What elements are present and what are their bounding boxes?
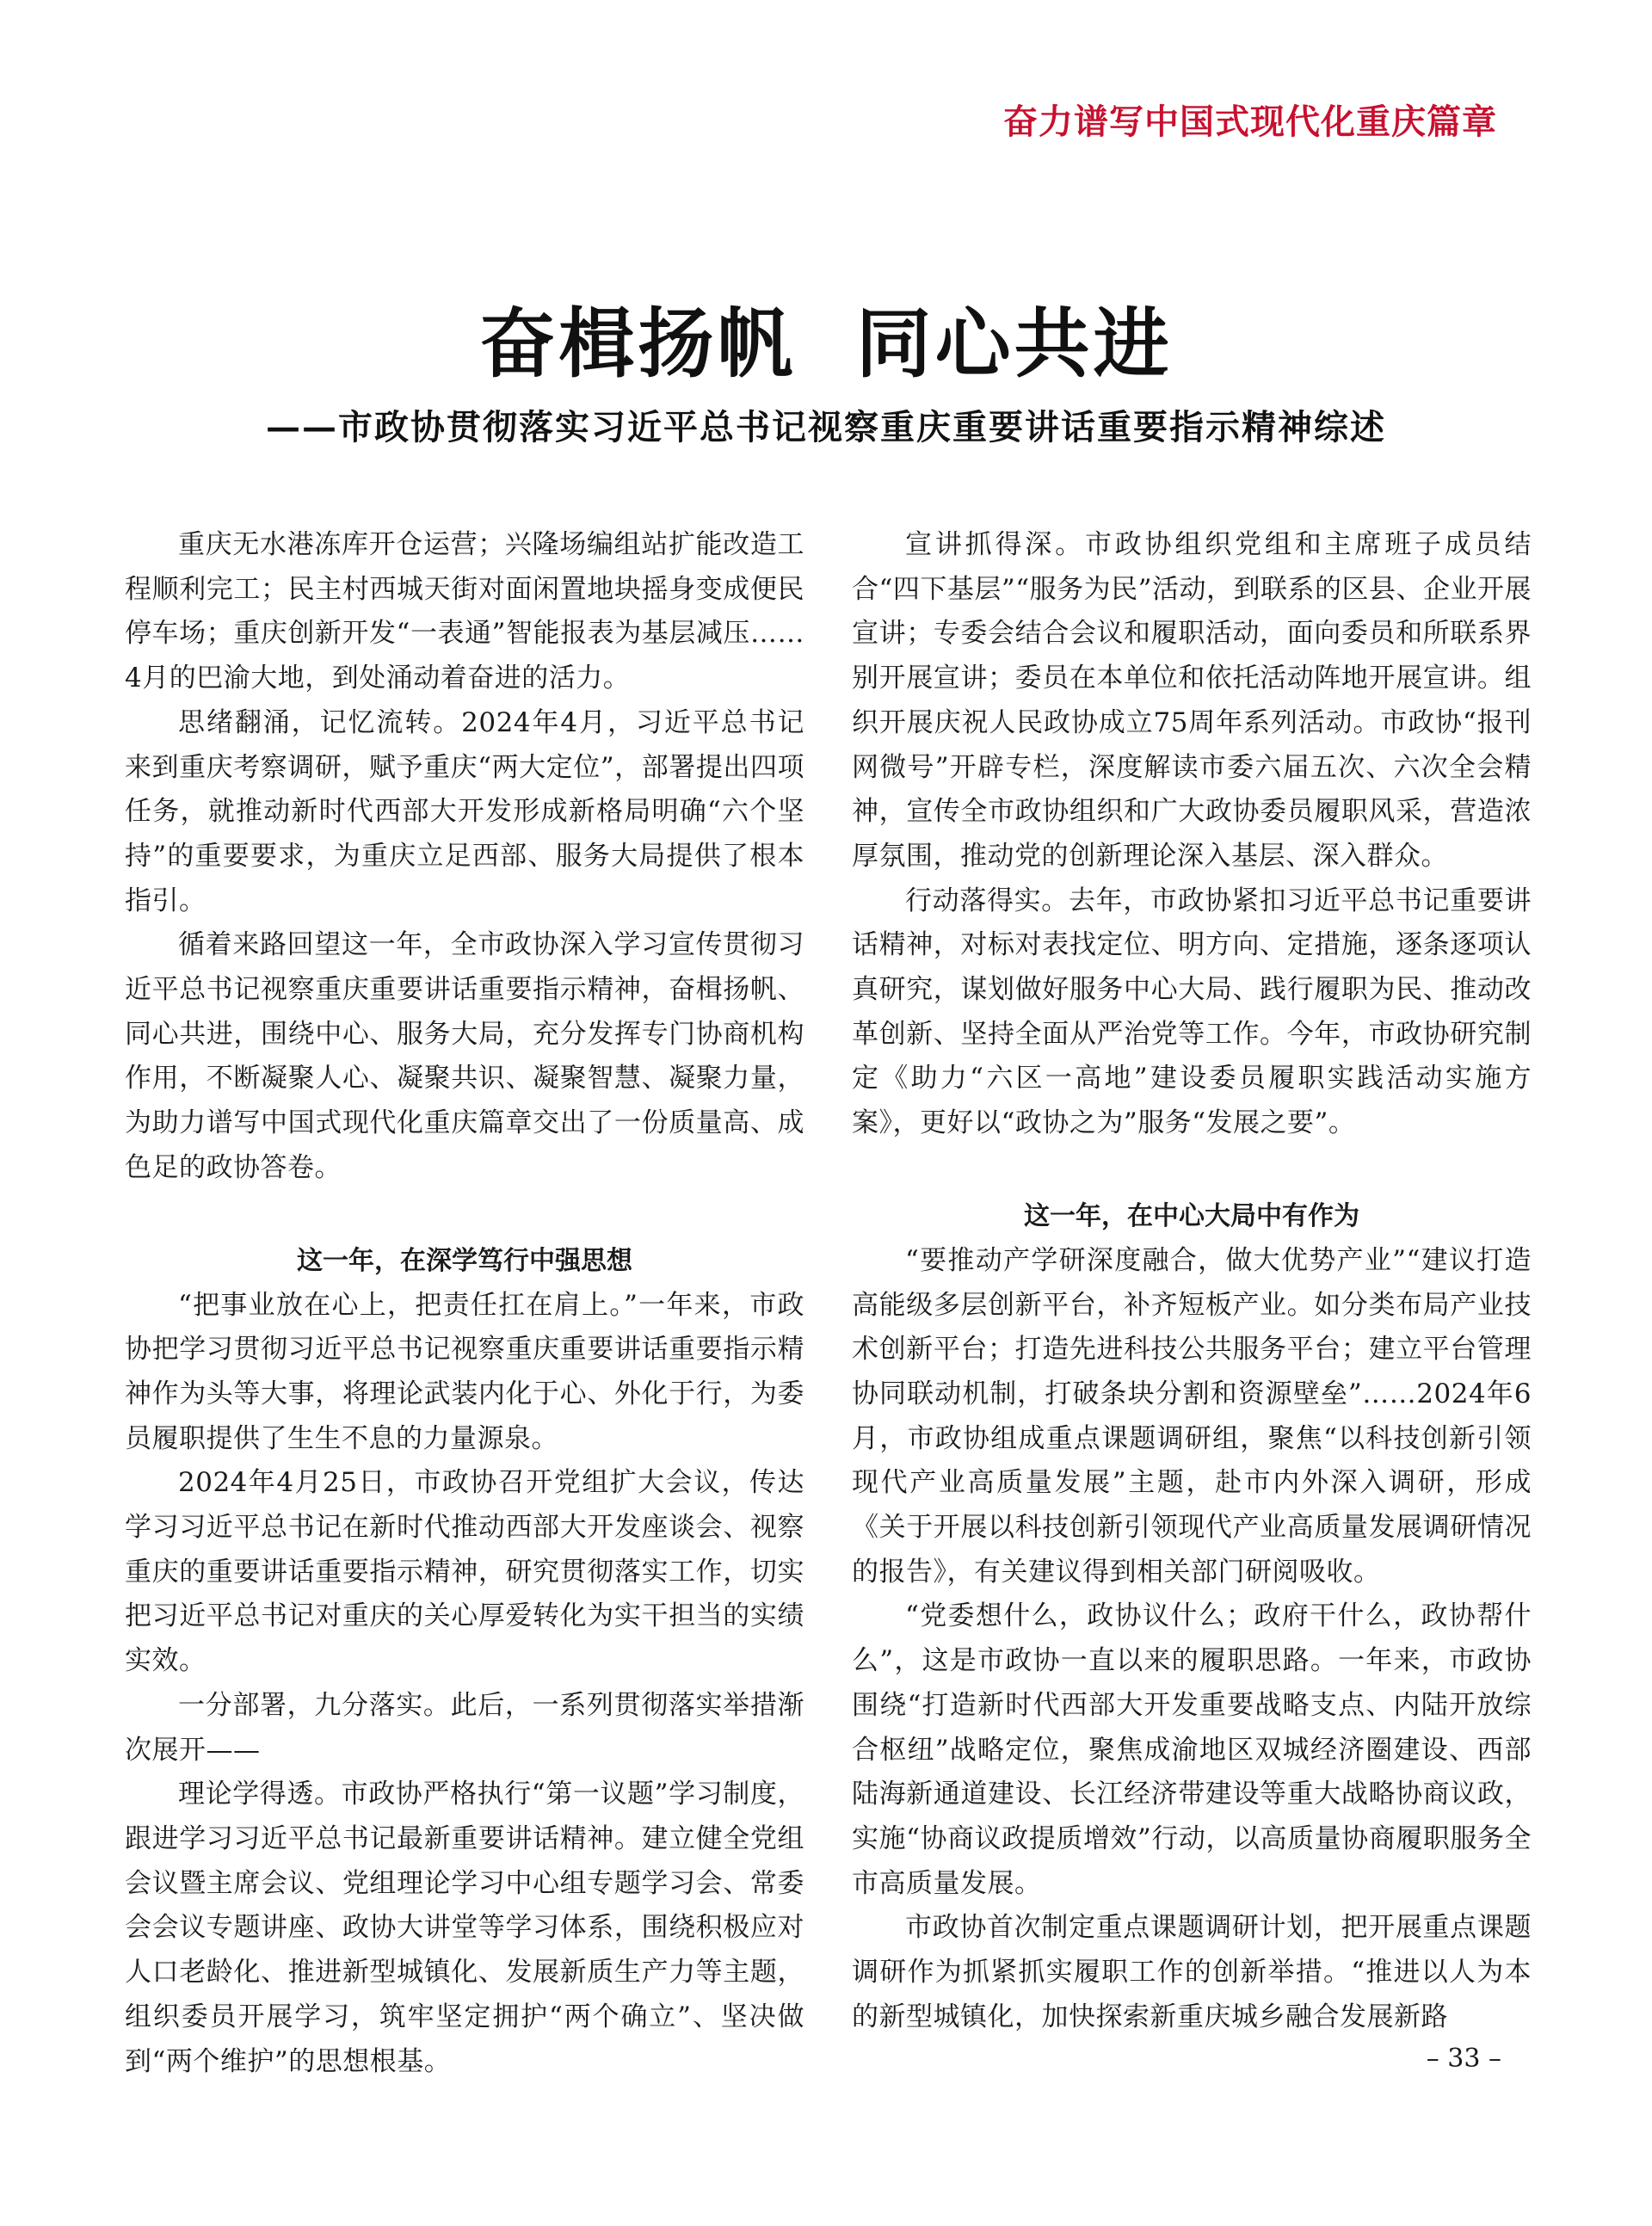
paragraph: 思绪翻涌，记忆流转。2024年4月，习近平总书记来到重庆考察调研，赋予重庆“两大定位”，部署提出四项任务，就推动新时代西部大开发形成新格局明确“六个坚持”的重要要求，为重庆立足西部、服务大局提供了根本指引。 bbox=[125, 706, 804, 916]
paragraph: “党委想什么，政协议什么；政府干什么，政协帮什么”，这是市政协一直以来的履职思路。一年来，市政协围绕“打造新时代西部大开发重要战略支点、内陆开放综合枢纽”战略定位，聚焦成渝地区双城经济圈建设、西部陆海新通道建设、长江经济带建设等重大战略协商议政，实施“协商议政提质增效”行动，以高质量协商履职服务全市高质量发展。 bbox=[852, 1600, 1532, 1899]
paragraph: 市政协首次制定重点课题调研计划，把开展重点课题调研作为抓紧抓实履职工作的创新举措。“推进以人为本的新型城镇化，加快探索新重庆城乡融合发展新路 bbox=[852, 1912, 1532, 2032]
section-header: 奋力谱写中国式现代化重庆篇章 bbox=[1003, 102, 1497, 142]
section-heading: 这一年，在深学笃行中强思想 bbox=[297, 1245, 632, 1276]
paragraph: 宣讲抓得深。市政协组织党组和主席班子成员结合“四下基层”“服务为民”活动，到联系的区县、企业开展宣讲；专委会结合会议和履职活动，面向委员和所联系界别开展宣讲；委员在本单位和依托活动阵地开展宣讲。组织开展庆祝人民政协成立75周年系列活动。市政协“报刊网微号”开辟专栏，深度解读市委六届五次、六次全会精神，宣传全市政协组织和广大政协委员履职风采，营造浓厚氛围，推动党的创新理论深入基层、深入群众。 bbox=[852, 529, 1532, 872]
paragraph: 一分部署，九分落实。此后，一系列贯彻落实举措渐次展开—— bbox=[125, 1689, 804, 1766]
article-title-block bbox=[0, 301, 1652, 449]
paragraph: 行动落得实。去年，市政协紧扣习近平总书记重要讲话精神，对标对表找定位、明方向、定措施，逐条逐项认真研究，谋划做好服务中心大局、践行履职为民、推动改革创新、坚持全面从严治党等工作。今年，市政协研究制定《助力“六区一高地”建设委员履职实践活动实施方案》，更好以“政协之为”服务“发展之要”。 bbox=[852, 885, 1532, 1139]
paragraph: “要推动产学研深度融合，做大优势产业”“建议打造高能级多层创新平台，补齐短板产业。如分类布局产业技术创新平台；打造先进科技公共服务平台；建立平台管理协同联动机制，打破条块分割和资源壁垒”……2024年6月，市政协组成重点课题调研组，聚焦“以科技创新引领现代产业高质量发展”主题，赴市内外深入调研，形成《关于开展以科技创新引领现代产业高质量发展调研情况的报告》，有关建议得到相关部门研阅吸收。 bbox=[852, 1244, 1532, 1588]
article-subtitle: ——市政协贯彻落实习近平总书记视察重庆重要讲话重要指示精神综述 bbox=[266, 407, 1386, 447]
section-heading: 这一年，在中心大局中有作为 bbox=[1024, 1200, 1359, 1231]
right-column bbox=[852, 523, 1532, 2040]
paragraph: 重庆无水港冻库开仓运营；兴隆场编组站扩能改造工程顺利完工；民主村西城天街对面闲置地块摇身变成便民停车场；重庆创新开发“一表通”智能报表为基层减压……4月的巴渝大地，到处涌动着奋进的活力。 bbox=[125, 529, 804, 694]
paragraph: “把事业放在心上，把责任扛在肩上。”一年来，市政协把学习贯彻习近平总书记视察重庆重要讲话重要指示精神作为头等大事，将理论武装内化于心、外化于行，为委员履职提供了生生不息的力量源泉。 bbox=[125, 1289, 804, 1454]
page-number: – 33 – bbox=[1426, 2044, 1501, 2074]
left-column bbox=[125, 523, 804, 2084]
paragraph: 2024年4月25日，市政协召开党组扩大会议，传达学习习近平总书记在新时代推动西部大开发座谈会、视察重庆的重要讲话重要指示精神，研究贯彻落实工作，切实把习近平总书记对重庆的关心厚爱转化为实干担当的实绩实效。 bbox=[125, 1467, 804, 1677]
paragraph: 理论学得透。市政协严格执行“第一议题”学习制度，跟进学习习近平总书记最新重要讲话精神。建立健全党组会议暨主席会议、党组理论学习中心组专题学习会、常委会会议专题讲座、政协大讲堂等学习体系，围绕积极应对人口老龄化、推进新型城镇化、发展新质生产力等主题，组织委员开展学习，筑牢坚定拥护“两个确立”、坚决做到“两个维护”的思想根基。 bbox=[125, 1779, 804, 2077]
paragraph: 循着来路回望这一年，全市政协深入学习宣传贯彻习近平总书记视察重庆重要讲话重要指示精神，奋楫扬帆、同心共进，围绕中心、服务大局，充分发挥专门协商机构作用，不断凝聚人心、凝聚共识、凝聚智慧、凝聚力量，为助力谱写中国式现代化重庆篇章交出了一份质量高、成色足的政协答卷。 bbox=[125, 929, 804, 1183]
article-title: 奋楫扬帆 同心共进 bbox=[479, 299, 1173, 388]
